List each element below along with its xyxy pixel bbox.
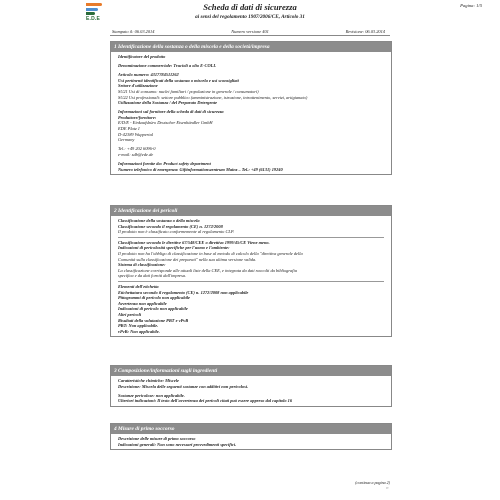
print-date: Stampato il: 06.03.2014 [112,29,155,34]
field-label-line: Avvertenza non applicabile [118,300,167,306]
text-line: SU21 Usi di consumo: nuclei familiari / popolazione in generale / consumatori) [118,88,259,94]
field-label-line: Classificazione della sostanza o della miscela [118,218,200,223]
section-1-title: 1 Identificazione della sostanza o della miscela e della società/impresa [111,42,391,52]
field-label-line: Indicazioni di pericolosità specifiche per l'uomo e l'ambiente: [118,245,230,251]
section-4 [110,423,392,450]
logo-text: E.D.E [86,16,101,22]
divider [118,237,384,238]
section-2-body [111,216,391,336]
text-line: Comunità sulla classificazione dei preparati" nella sua ultima versione valida. [118,256,257,262]
field-label-line: Sostanze pericolose: non applicabile. [118,392,185,398]
section-4-title: 4 Misure di primo soccorso [111,424,391,434]
continue-note: (continua a pagina 2) [355,480,390,485]
field-label-line: Altri pericoli [118,311,142,317]
field-label-line: Settore d'utilizzazione [118,83,158,89]
text-line: e-mail: sdb@ede.de [118,151,154,157]
field-label-line: Etichettatura secondo il regolamento (CE) n. 1272/2008 non applicabile [118,289,249,295]
section-2 [110,205,392,337]
text-line: Il prodotto non è classificato conformemente al regolamento CLP. [118,229,235,235]
footer-mark: IT [386,486,389,490]
version-number: Numero versione 401 [231,29,269,34]
section-3-body [111,376,391,406]
field-label-line: Classificazione secondo il regolamento (CE) n. 1272/2008 [118,223,223,229]
field-label-line: Numero telefonico di emergenza: Giftinformationszentrum Mainz – Tel.: +49 (6131) 19240 [118,166,283,172]
section-2-title: 2 Identificazione dei pericoli [111,206,391,216]
field-label-line: Descrizione delle misure di primo soccorso [118,436,196,441]
section-1 [110,41,392,175]
field-label-line: Elementi dell'etichetta [118,283,159,289]
section-1-body [111,52,391,174]
field-label-line: Risultati della valutazione PBT e vPvB [118,317,189,323]
field-label-line: Indicazioni di pericolo non applicabile [118,306,188,312]
section-3-title: 3 Composizione/informazioni sugli ingredienti [111,366,391,376]
text-line: Tel.: +49 202 6096-0 [118,146,156,152]
field-label-line: Utilizzazione della Sostanza / del Preparato Detergente [118,100,218,106]
text-line: Germany [118,137,135,143]
header-rule [110,35,390,36]
field-label-line: Classificazione secondo le direttive 67/548/CEE o direttiva 1999/45/CE Viene meno. [118,239,270,245]
text-line: specifica e da dati forniti dall'impresa. [118,273,187,279]
document-subtitle: ai sensi del regolamento 1907/2006/CE, Articolo 31 [195,14,305,20]
section-4-body [111,434,391,449]
text-line: EDE Platz 1 [118,126,140,132]
field-label-line: PBT: Non applicabile. [118,323,159,329]
field-label-line: Caratteristiche chimiche: Miscele [118,378,179,383]
text-line: E/D/E - Einkaufsbüro Deutscher Eisenhändler GmbH [118,120,213,126]
document-meta [112,29,385,35]
field-label-line: Produttore/fornitore: [118,114,157,120]
text-line: D-42389 Wuppertal [118,131,154,137]
field-label-line: Sistema di classificazione: [118,262,166,268]
field-label-line: Ulteriori indicazioni: Il testo dell'avvertenza dei pericoli citati può essere appreso dal capitolo 16 [118,398,293,404]
divider [118,281,384,282]
revision-date: Revisione: 06.03.2014 [345,29,385,34]
text-line: SU22 Usi professionali: settore pubblico (amministrazione, istruzione, intrattenimento, servizi, artigianato) [118,94,308,100]
text-line: La classificazione corrisponde alle attuali liste della CEE, e integrata da dati raccolti da bibliografia [118,267,297,273]
section-3 [110,365,392,407]
field-label-line: Usi pertinenti identificati della sostanza o miscela e usi sconsigliati [118,77,239,83]
field-label-line: Denominazione commerciale: Trucioli a olio E-COLL [118,63,217,69]
field-label-line: Indicazioni generali: Non sono necessari provvedimenti specifici. [118,441,237,447]
field-label-line: Informazioni sul fornitore della scheda di dati di sicurezza [118,109,224,115]
field-label-line: Descrizione: Miscela delle seguenti sostanze con additivi non pericolosi. [118,383,249,389]
page-number: Pagina: 1/5 [460,3,482,8]
text-line: Il prodotto non ha l'obbligo di classificazione in base al metodo di calcolo della "direttiva generale della [118,250,303,256]
field-label-line: Articolo numero: 4317784511262 [118,72,179,78]
field-label-line: vPvB: Non applicabile. [118,328,160,334]
field-label-line: Pittogrammi di pericolo non applicabile [118,295,190,301]
field-label-line: Identificatore del prodotto [118,54,166,59]
field-label-line: Informazioni fornite da: Product safety department [118,161,211,166]
document-title: Scheda di dati di sicurezza [203,2,297,12]
